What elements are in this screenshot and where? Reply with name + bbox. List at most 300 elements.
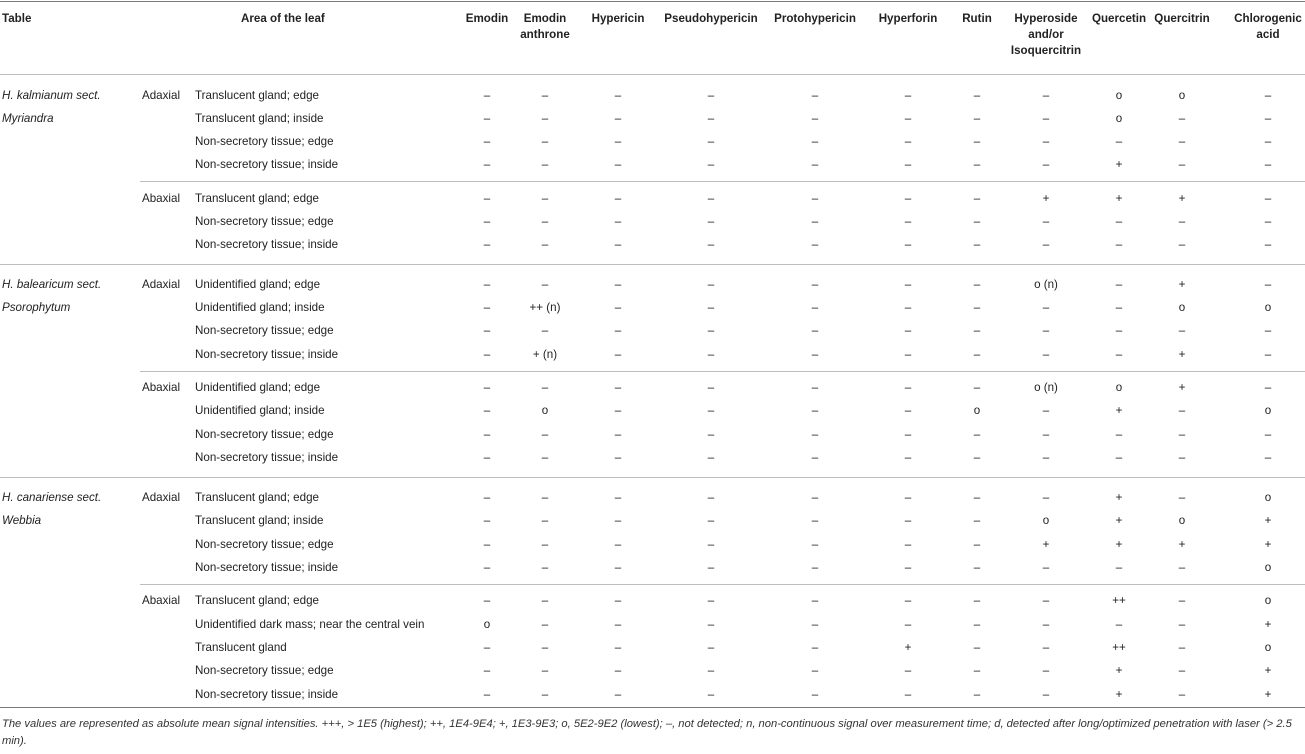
signal-value: + bbox=[1264, 688, 1272, 701]
signal-value: o bbox=[1264, 594, 1272, 607]
signal-value: + bbox=[1115, 514, 1123, 527]
column-header-line: Rutin bbox=[962, 12, 992, 25]
column-header bbox=[664, 11, 757, 27]
signal-value: – bbox=[483, 664, 491, 677]
signal-value: – bbox=[973, 215, 981, 228]
leaf-area-label: Unidentified gland; edge bbox=[195, 381, 321, 394]
signal-value: – bbox=[614, 688, 622, 701]
column-header-line: Isoquercitrin bbox=[1010, 44, 1082, 57]
signal-value: – bbox=[707, 594, 715, 607]
signal-value: – bbox=[707, 381, 715, 394]
signal-value: – bbox=[811, 158, 819, 171]
signal-value: – bbox=[541, 158, 549, 171]
column-header-line: Emodin bbox=[465, 12, 509, 25]
signal-value: – bbox=[1042, 404, 1050, 417]
leaf-area-label: Translucent gland bbox=[195, 641, 287, 654]
signal-value: – bbox=[707, 491, 715, 504]
signal-value: – bbox=[1178, 618, 1186, 631]
signal-value: – bbox=[483, 192, 491, 205]
signal-value: – bbox=[614, 324, 622, 337]
side-divider bbox=[140, 181, 1305, 182]
signal-value: o bbox=[1264, 561, 1272, 574]
signal-value: – bbox=[973, 348, 981, 361]
signal-value: – bbox=[973, 594, 981, 607]
signal-value: – bbox=[811, 451, 819, 464]
signal-value: – bbox=[541, 112, 549, 125]
leaf-area-label: Non-secretory tissue; inside bbox=[195, 158, 339, 171]
leaf-area-label: Non-secretory tissue; edge bbox=[195, 135, 334, 148]
leaf-area-label: Translucent gland; edge bbox=[195, 491, 319, 504]
signal-value: – bbox=[614, 348, 622, 361]
signal-value: – bbox=[1115, 301, 1123, 314]
signal-value: – bbox=[483, 428, 491, 441]
column-header-line: Quercetin bbox=[1091, 12, 1147, 25]
signal-value: – bbox=[973, 89, 981, 102]
signal-value: – bbox=[904, 238, 912, 251]
signal-value: – bbox=[973, 491, 981, 504]
signal-value: ++ bbox=[1112, 641, 1126, 654]
column-header bbox=[879, 11, 938, 27]
signal-value: – bbox=[614, 135, 622, 148]
column-header bbox=[1234, 11, 1302, 43]
group-divider bbox=[0, 477, 1305, 478]
signal-value: – bbox=[1264, 135, 1272, 148]
signal-value: o bbox=[1115, 112, 1123, 125]
signal-value: o bbox=[541, 404, 549, 417]
signal-value: – bbox=[1178, 215, 1186, 228]
signal-value: – bbox=[904, 192, 912, 205]
leaf-area-label: Non-secretory tissue; edge bbox=[195, 215, 334, 228]
signal-value: – bbox=[614, 381, 622, 394]
signal-value: – bbox=[1178, 451, 1186, 464]
signal-value: – bbox=[707, 514, 715, 527]
leaf-side-label: Abaxial bbox=[142, 594, 181, 607]
signal-value: – bbox=[614, 561, 622, 574]
signal-value: – bbox=[1178, 404, 1186, 417]
leaf-area-label: Translucent gland; edge bbox=[195, 594, 319, 607]
group-divider bbox=[0, 264, 1305, 265]
signal-value: – bbox=[707, 618, 715, 631]
leaf-area-label: Unidentified gland; edge bbox=[195, 278, 321, 291]
signal-value: – bbox=[973, 688, 981, 701]
signal-value: – bbox=[541, 641, 549, 654]
signal-value: – bbox=[904, 664, 912, 677]
signal-value: – bbox=[707, 215, 715, 228]
signal-value: – bbox=[541, 688, 549, 701]
signal-value: – bbox=[973, 192, 981, 205]
signal-value: – bbox=[483, 561, 491, 574]
signal-value: – bbox=[904, 324, 912, 337]
signal-value: – bbox=[1042, 158, 1050, 171]
signal-value: – bbox=[811, 348, 819, 361]
signal-value: – bbox=[904, 301, 912, 314]
signal-value: + bbox=[1264, 538, 1272, 551]
signal-value: + bbox=[1115, 491, 1123, 504]
leaf-side-label: Adaxial bbox=[142, 491, 181, 504]
signal-value: o bbox=[1178, 301, 1186, 314]
signal-value: – bbox=[1178, 664, 1186, 677]
signal-value: – bbox=[483, 688, 491, 701]
signal-value: – bbox=[1115, 324, 1123, 337]
signal-value: – bbox=[707, 135, 715, 148]
signal-value: – bbox=[811, 324, 819, 337]
signal-value: – bbox=[541, 491, 549, 504]
signal-value: – bbox=[707, 451, 715, 464]
column-header-line: Chlorogenic bbox=[1234, 12, 1302, 25]
signal-value: – bbox=[483, 301, 491, 314]
signal-value: – bbox=[1264, 428, 1272, 441]
signal-value: – bbox=[1115, 348, 1123, 361]
column-header-line: Quercitrin bbox=[1154, 12, 1210, 25]
signal-value: o bbox=[1178, 89, 1186, 102]
signal-value: – bbox=[973, 238, 981, 251]
signal-value: + bbox=[1178, 348, 1186, 361]
signal-value: ++ bbox=[1112, 594, 1126, 607]
signal-value: – bbox=[1264, 348, 1272, 361]
signal-value: – bbox=[973, 158, 981, 171]
column-header bbox=[774, 11, 856, 27]
signal-value: + bbox=[1042, 192, 1050, 205]
signal-value: – bbox=[1178, 491, 1186, 504]
signal-value: o bbox=[1115, 381, 1123, 394]
signal-value: – bbox=[707, 641, 715, 654]
species-section: Webbia bbox=[2, 514, 42, 527]
signal-value: + bbox=[904, 641, 912, 654]
signal-value: – bbox=[614, 301, 622, 314]
signal-value: – bbox=[904, 348, 912, 361]
signal-value: – bbox=[904, 158, 912, 171]
column-header-line: Hypericin bbox=[591, 12, 645, 25]
signal-value: – bbox=[811, 192, 819, 205]
signal-value: – bbox=[904, 451, 912, 464]
signal-value: – bbox=[483, 404, 491, 417]
signal-value: – bbox=[541, 278, 549, 291]
signal-value: + bbox=[1115, 192, 1123, 205]
signal-value: – bbox=[483, 594, 491, 607]
leaf-area-label: Translucent gland; inside bbox=[195, 112, 324, 125]
signal-value: – bbox=[904, 404, 912, 417]
signal-value: – bbox=[1178, 158, 1186, 171]
column-header bbox=[466, 11, 509, 27]
column-header-line: Hyperoside bbox=[1014, 12, 1078, 25]
signal-value: – bbox=[541, 89, 549, 102]
signal-value: – bbox=[973, 324, 981, 337]
signal-value: – bbox=[973, 428, 981, 441]
column-header-line: anthrone bbox=[520, 28, 570, 41]
signal-value: – bbox=[1042, 89, 1050, 102]
side-divider bbox=[140, 371, 1305, 372]
signal-value: – bbox=[1178, 641, 1186, 654]
signal-value: o bbox=[1264, 301, 1272, 314]
leaf-side-label: Abaxial bbox=[142, 192, 181, 205]
leaf-area-label: Non-secretory tissue; inside bbox=[195, 688, 339, 701]
signal-value: – bbox=[1115, 238, 1123, 251]
column-header bbox=[962, 11, 992, 27]
signal-value: – bbox=[904, 594, 912, 607]
signal-value: – bbox=[541, 192, 549, 205]
signal-value: – bbox=[811, 618, 819, 631]
signal-value: – bbox=[1042, 215, 1050, 228]
signal-value: o bbox=[483, 618, 491, 631]
signal-value: – bbox=[1264, 451, 1272, 464]
signal-value: – bbox=[904, 514, 912, 527]
side-divider bbox=[140, 584, 1305, 585]
signal-value: – bbox=[614, 491, 622, 504]
signal-value: – bbox=[1042, 491, 1050, 504]
signal-value: – bbox=[614, 278, 622, 291]
species-section: Psorophytum bbox=[2, 301, 71, 314]
signal-value: – bbox=[973, 278, 981, 291]
leaf-area-label: Unidentified gland; inside bbox=[195, 301, 325, 314]
signal-value: – bbox=[707, 404, 715, 417]
signal-value: – bbox=[614, 89, 622, 102]
signal-value: – bbox=[1042, 561, 1050, 574]
signal-value: – bbox=[904, 381, 912, 394]
signal-value: – bbox=[811, 664, 819, 677]
signal-value: – bbox=[904, 561, 912, 574]
signal-value: – bbox=[483, 514, 491, 527]
signal-value: + bbox=[1115, 538, 1123, 551]
signal-value: – bbox=[973, 451, 981, 464]
header-table: Table bbox=[2, 12, 32, 25]
signal-value: – bbox=[811, 594, 819, 607]
signal-value: – bbox=[541, 594, 549, 607]
signal-value: – bbox=[1042, 618, 1050, 631]
signal-value: – bbox=[614, 618, 622, 631]
signal-value: – bbox=[707, 278, 715, 291]
signal-value: + bbox=[1178, 278, 1186, 291]
signal-value: – bbox=[811, 514, 819, 527]
signal-value: o bbox=[1264, 491, 1272, 504]
signal-value: + bbox=[1115, 664, 1123, 677]
signal-value: – bbox=[811, 428, 819, 441]
signal-value: – bbox=[1115, 561, 1123, 574]
signal-value: – bbox=[1042, 238, 1050, 251]
signal-value: – bbox=[973, 514, 981, 527]
signal-value: o bbox=[1178, 514, 1186, 527]
signal-value: – bbox=[541, 538, 549, 551]
signal-value: – bbox=[973, 381, 981, 394]
signal-value: o bbox=[1115, 89, 1123, 102]
signal-value: – bbox=[811, 561, 819, 574]
signal-value: – bbox=[1264, 89, 1272, 102]
signal-value: – bbox=[1115, 135, 1123, 148]
signal-value: – bbox=[483, 278, 491, 291]
signal-value: – bbox=[811, 641, 819, 654]
signal-value: – bbox=[1264, 381, 1272, 394]
signal-value: – bbox=[973, 538, 981, 551]
signal-value: – bbox=[483, 451, 491, 464]
leaf-area-label: Translucent gland; edge bbox=[195, 192, 319, 205]
signal-value: + bbox=[1042, 538, 1050, 551]
signal-value: – bbox=[811, 89, 819, 102]
signal-value: – bbox=[811, 238, 819, 251]
table-bottom-rule bbox=[0, 707, 1305, 708]
species-section: Myriandra bbox=[2, 112, 54, 125]
signal-value: – bbox=[483, 215, 491, 228]
leaf-area-label: Non-secretory tissue; inside bbox=[195, 238, 339, 251]
signal-value: – bbox=[1178, 428, 1186, 441]
column-header-line: acid bbox=[1256, 28, 1280, 41]
signal-value: – bbox=[541, 428, 549, 441]
signal-value: – bbox=[811, 404, 819, 417]
leaf-area-label: Non-secretory tissue; inside bbox=[195, 451, 339, 464]
signal-value: o (n) bbox=[1034, 278, 1058, 291]
signal-value: – bbox=[973, 561, 981, 574]
column-header-line: and/or bbox=[1028, 28, 1064, 41]
signal-value: ++ (n) bbox=[529, 301, 561, 314]
signal-value: – bbox=[707, 538, 715, 551]
signal-value: o bbox=[1264, 641, 1272, 654]
signal-value: – bbox=[707, 238, 715, 251]
signal-value: – bbox=[1042, 135, 1050, 148]
header-area: Area of the leaf bbox=[241, 12, 325, 25]
signal-value: – bbox=[1042, 428, 1050, 441]
signal-value: – bbox=[1042, 594, 1050, 607]
signal-value: + bbox=[1264, 618, 1272, 631]
signal-value: – bbox=[483, 135, 491, 148]
signal-value: – bbox=[541, 381, 549, 394]
signal-value: – bbox=[1178, 561, 1186, 574]
signal-value: – bbox=[483, 538, 491, 551]
signal-value: – bbox=[1178, 238, 1186, 251]
signal-value: – bbox=[614, 451, 622, 464]
header-bottom-rule bbox=[0, 74, 1305, 75]
signal-value: – bbox=[614, 594, 622, 607]
signal-value: – bbox=[614, 238, 622, 251]
signal-value: – bbox=[614, 112, 622, 125]
signal-value: o bbox=[1042, 514, 1050, 527]
leaf-area-label: Non-secretory tissue; inside bbox=[195, 561, 339, 574]
signal-value: – bbox=[1264, 192, 1272, 205]
leaf-area-label: Non-secretory tissue; inside bbox=[195, 348, 339, 361]
signal-value: – bbox=[904, 618, 912, 631]
signal-value: – bbox=[614, 428, 622, 441]
signal-value: + bbox=[1115, 404, 1123, 417]
signal-value: o bbox=[973, 404, 981, 417]
signal-value: – bbox=[811, 112, 819, 125]
signal-value: – bbox=[904, 135, 912, 148]
signal-value: – bbox=[1042, 301, 1050, 314]
signal-value: – bbox=[1115, 618, 1123, 631]
signal-value: – bbox=[1264, 278, 1272, 291]
column-header bbox=[1011, 11, 1081, 59]
signal-value: – bbox=[1042, 688, 1050, 701]
column-header bbox=[1154, 11, 1209, 27]
signal-value: – bbox=[614, 192, 622, 205]
leaf-area-label: Non-secretory tissue; edge bbox=[195, 664, 334, 677]
signal-value: – bbox=[707, 192, 715, 205]
signal-value: – bbox=[811, 688, 819, 701]
signal-value: – bbox=[483, 641, 491, 654]
signal-value: – bbox=[707, 89, 715, 102]
signal-value: – bbox=[904, 538, 912, 551]
signal-value: – bbox=[614, 158, 622, 171]
signal-value: – bbox=[1115, 451, 1123, 464]
signal-value: + bbox=[1178, 192, 1186, 205]
signal-value: – bbox=[973, 112, 981, 125]
leaf-area-label: Non-secretory tissue; edge bbox=[195, 538, 334, 551]
signal-value: – bbox=[1178, 135, 1186, 148]
signal-value: – bbox=[1178, 324, 1186, 337]
signal-value: – bbox=[1264, 324, 1272, 337]
signal-value: – bbox=[811, 538, 819, 551]
species-name: H. balearicum sect. bbox=[2, 278, 102, 291]
signal-value: – bbox=[614, 641, 622, 654]
signal-value: + bbox=[1264, 664, 1272, 677]
signal-value: – bbox=[707, 664, 715, 677]
signal-value: – bbox=[811, 215, 819, 228]
signal-value: – bbox=[1042, 112, 1050, 125]
column-header-line: Emodin bbox=[523, 12, 567, 25]
signal-value: – bbox=[1042, 324, 1050, 337]
signal-value: – bbox=[483, 158, 491, 171]
signal-value: – bbox=[483, 348, 491, 361]
signal-value: – bbox=[541, 514, 549, 527]
leaf-area-label: Translucent gland; inside bbox=[195, 514, 324, 527]
signal-value: – bbox=[904, 428, 912, 441]
signal-value: – bbox=[541, 135, 549, 148]
signal-value: – bbox=[707, 112, 715, 125]
signal-value: – bbox=[541, 561, 549, 574]
column-header bbox=[1092, 11, 1146, 27]
signal-value: – bbox=[707, 158, 715, 171]
signal-value: + bbox=[1178, 538, 1186, 551]
signal-value: + bbox=[1115, 688, 1123, 701]
signal-value: – bbox=[614, 538, 622, 551]
signal-value: + bbox=[1178, 381, 1186, 394]
signal-value: – bbox=[707, 301, 715, 314]
signal-value: – bbox=[904, 215, 912, 228]
signal-value: – bbox=[483, 491, 491, 504]
signal-value: – bbox=[811, 278, 819, 291]
signal-value: – bbox=[483, 324, 491, 337]
table-top-rule bbox=[0, 1, 1305, 2]
leaf-area-label: Non-secretory tissue; edge bbox=[195, 324, 334, 337]
signal-value: – bbox=[904, 491, 912, 504]
signal-value: o (n) bbox=[1034, 381, 1058, 394]
signal-value: – bbox=[904, 89, 912, 102]
signal-value: – bbox=[1264, 158, 1272, 171]
signal-value: – bbox=[811, 301, 819, 314]
signal-value: – bbox=[811, 491, 819, 504]
signal-value: – bbox=[541, 664, 549, 677]
leaf-side-label: Adaxial bbox=[142, 278, 181, 291]
signal-value: – bbox=[1115, 428, 1123, 441]
signal-value: – bbox=[1264, 215, 1272, 228]
signal-value: – bbox=[1115, 278, 1123, 291]
signal-value: – bbox=[1042, 348, 1050, 361]
column-header-line: Pseudohypericin bbox=[664, 12, 758, 25]
signal-value: – bbox=[483, 112, 491, 125]
column-header-line: Protohypericin bbox=[774, 12, 856, 25]
signal-value: – bbox=[1115, 215, 1123, 228]
signal-value: + (n) bbox=[532, 348, 558, 361]
signal-value: – bbox=[614, 514, 622, 527]
signal-value: – bbox=[483, 381, 491, 394]
signal-value: – bbox=[483, 89, 491, 102]
leaf-side-label: Adaxial bbox=[142, 89, 181, 102]
signal-value: – bbox=[707, 348, 715, 361]
signal-value: – bbox=[973, 135, 981, 148]
signal-value: – bbox=[707, 324, 715, 337]
signal-value: – bbox=[973, 641, 981, 654]
column-header bbox=[592, 11, 645, 27]
leaf-area-label: Translucent gland; edge bbox=[195, 89, 319, 102]
leaf-side-label: Abaxial bbox=[142, 381, 181, 394]
signal-value: – bbox=[707, 561, 715, 574]
signal-value: + bbox=[1115, 158, 1123, 171]
